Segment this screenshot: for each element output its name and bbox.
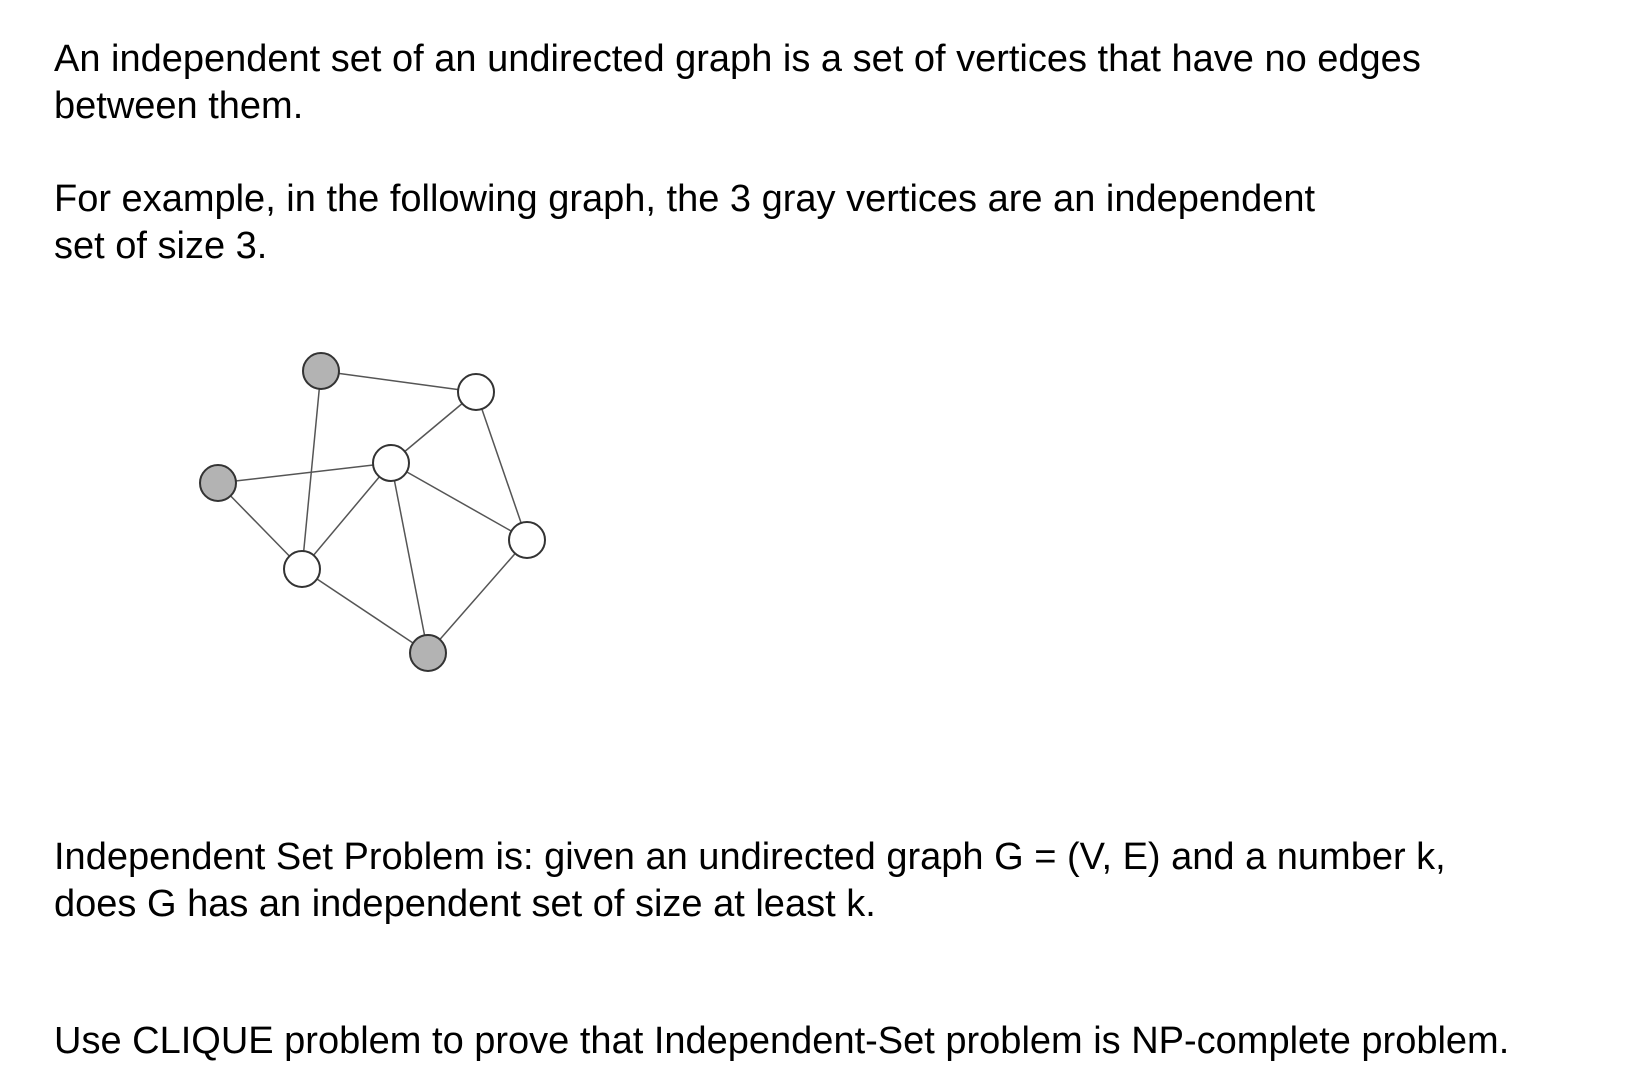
graph-vertex-e-white [284, 551, 320, 587]
task-paragraph: Use CLIQUE problem to prove that Independent-Set problem is NP-complete problem. [54, 1020, 1510, 1062]
graph-vertex-f-white [509, 522, 545, 558]
graph-edge-e-g [302, 569, 428, 653]
intro-paragraph: An independent set of an undirected graph is a set of vertices that have no edges between them. [54, 38, 1421, 127]
graph-edges [218, 371, 527, 653]
graph-edge-c-d [218, 463, 391, 483]
graph-edge-d-g [391, 463, 428, 653]
graph-vertex-g-gray [410, 635, 446, 671]
graph-edge-d-f [391, 463, 527, 540]
example-paragraph: For example, in the following graph, the 3 gray vertices are an independent set of size 3. [54, 178, 1316, 267]
graph-vertex-b-white [458, 374, 494, 410]
graph-edge-a-e [302, 371, 321, 569]
graph-edge-a-b [321, 371, 476, 392]
graph-edge-f-g [428, 540, 527, 653]
graph-vertex-c-gray [200, 465, 236, 501]
problem-definition-paragraph: Independent Set Problem is: given an undirected graph G = (V, E) and a number k, does G has an independent set of size at least k. [54, 836, 1446, 925]
graph-vertex-d-white [373, 445, 409, 481]
graph-vertex-a-gray [303, 353, 339, 389]
graph-edge-b-f [476, 392, 527, 540]
graph-vertices [200, 353, 545, 671]
graph-edge-d-e [302, 463, 391, 569]
